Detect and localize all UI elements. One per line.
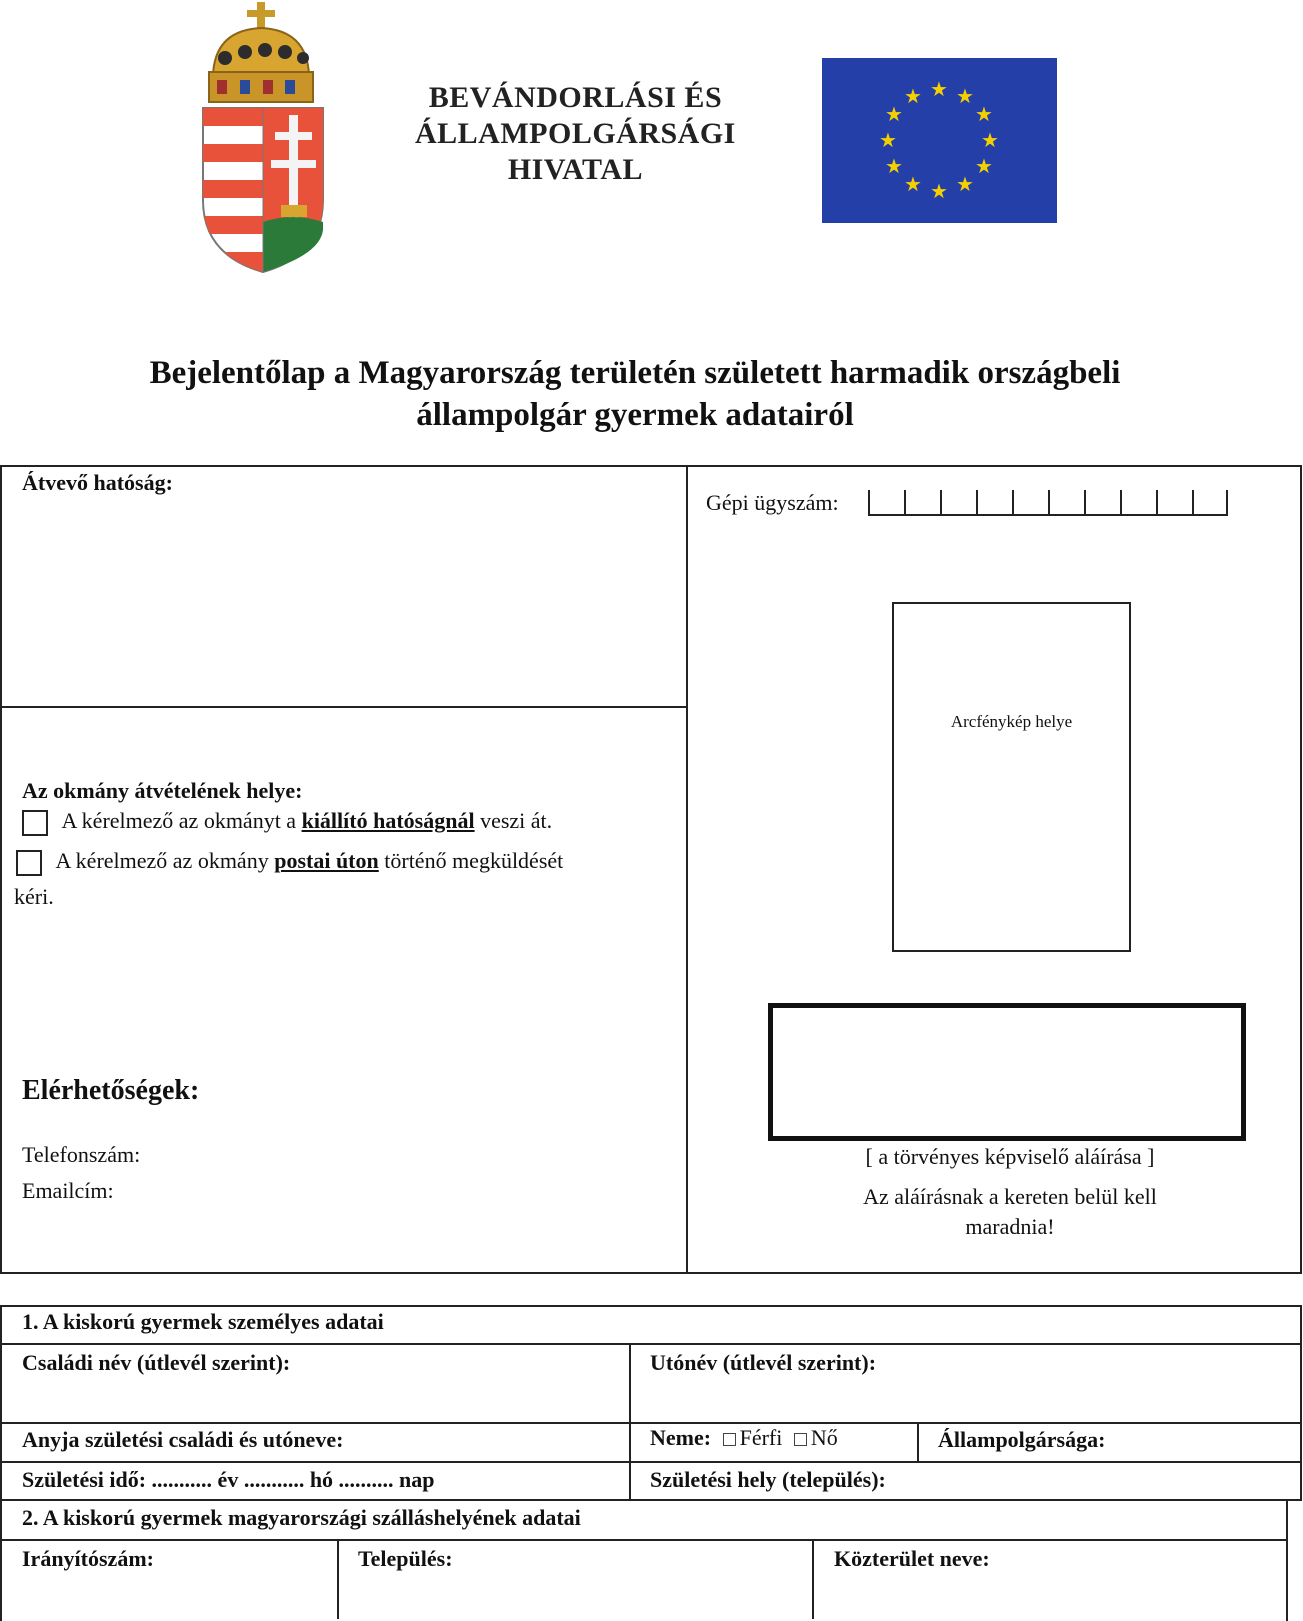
section1-heading: 1. A kiskorú gyermek személyes adatai — [22, 1309, 384, 1334]
form-title-line2: állampolgár gyermek adatairól — [416, 397, 854, 433]
pickup-option2-bold: postai úton — [274, 848, 379, 873]
given-name-field[interactable] — [636, 1378, 1296, 1418]
case-number-digit-box[interactable] — [976, 490, 1012, 516]
postcode-label: Irányítószám: — [22, 1546, 154, 1571]
svg-text:★: ★ — [885, 102, 903, 126]
svg-text:★: ★ — [930, 77, 948, 101]
case-number-digit-box[interactable] — [1084, 490, 1120, 516]
phone-field[interactable] — [160, 1140, 660, 1168]
authority-divider — [0, 706, 688, 708]
citizenship-label: Állampolgársága: — [938, 1427, 1106, 1452]
agency-name-line1: BEVÁNDORLÁSI ÉS — [428, 81, 723, 114]
family-name-label: Családi név (útlevél szerint): — [22, 1350, 291, 1375]
signature-note-line1: Az aláírásnak a kereten belül kell — [863, 1184, 1157, 1209]
section1-col-divider — [629, 1343, 631, 1501]
phone-label: Telefonszám: — [22, 1142, 141, 1167]
mother-name-label: Anyja születési családi és utóneve: — [22, 1427, 344, 1452]
svg-text:★: ★ — [981, 128, 999, 152]
gender-label: Neme: — [650, 1425, 712, 1450]
svg-text:★: ★ — [975, 154, 993, 178]
case-number-digit-box[interactable] — [1048, 490, 1084, 516]
case-number-digit-box[interactable] — [868, 490, 904, 516]
hungarian-coat-of-arms-icon — [195, 0, 335, 275]
section1-row-divider — [0, 1343, 1302, 1345]
receiving-authority-field[interactable] — [6, 505, 678, 700]
signature-box[interactable] — [768, 1003, 1246, 1141]
photo-placeholder[interactable] — [892, 602, 1131, 952]
settlement-label: Település: — [358, 1546, 453, 1571]
agency-name-line2: ÁLLAMPOLGÁRSÁGI — [415, 117, 736, 150]
case-number-digit-box[interactable] — [940, 490, 976, 516]
case-number-digit-box[interactable] — [1012, 490, 1048, 516]
case-number-digit-box[interactable] — [1156, 490, 1192, 516]
section1-row-divider — [0, 1461, 1302, 1463]
gender-female-checkbox[interactable] — [794, 1433, 807, 1446]
pickup-post-checkbox[interactable] — [16, 850, 42, 876]
pickup-option2-text: A kérelmező az okmány — [55, 848, 269, 873]
case-number-digit-box[interactable] — [904, 490, 940, 516]
svg-text:★: ★ — [956, 84, 974, 108]
pickup-option2-end: történő megküldését — [384, 848, 564, 873]
case-number-label: Gépi ügyszám: — [706, 490, 839, 515]
case-number-field[interactable] — [868, 490, 1228, 518]
top-section-divider-vertical — [686, 465, 688, 1274]
email-label: Emailcím: — [22, 1178, 114, 1203]
svg-text:★: ★ — [879, 128, 897, 152]
pickup-option1-text: A kérelmező az okmányt a — [61, 808, 297, 833]
receiving-authority-label: Átvevő hatóság: — [22, 470, 173, 495]
section2-heading: 2. A kiskorú gyermek magyarországi szálláshelyének adatai — [22, 1505, 581, 1530]
svg-text:★: ★ — [904, 172, 922, 196]
svg-text:★: ★ — [930, 179, 948, 203]
pickup-option1-bold: kiállító hatóságnál — [301, 808, 475, 833]
section1-col-divider — [917, 1422, 919, 1462]
gender-female-label: Nő — [810, 1425, 838, 1450]
pickup-option2-continuation: kéri. — [14, 884, 54, 909]
birth-place-label: Születési hely (település): — [650, 1467, 886, 1492]
agency-name — [415, 80, 736, 188]
agency-name-line3: HIVATAL — [507, 153, 644, 186]
signature-note — [690, 1182, 1303, 1242]
case-number-digit-box[interactable] — [1192, 490, 1228, 516]
pickup-heading: Az okmány átvételének helye: — [22, 778, 303, 803]
svg-text:★: ★ — [904, 84, 922, 108]
svg-text:★: ★ — [956, 172, 974, 196]
gender-male-label: Férfi — [739, 1425, 783, 1450]
given-name-label: Utónév (útlevél szerint): — [650, 1350, 877, 1375]
birth-date-label: Születési idő: ........... év ........... hó .......... nap — [22, 1467, 435, 1492]
case-number-digit-box[interactable] — [1120, 490, 1156, 516]
section2-col-divider — [812, 1539, 814, 1619]
signature-caption: [ a törvényes képviselő aláírása ] — [865, 1144, 1155, 1169]
svg-text:★: ★ — [885, 154, 903, 178]
photo-placeholder-label: Arcfénykép helye — [950, 712, 1073, 731]
form-title — [60, 352, 1210, 436]
section2-col-divider — [337, 1539, 339, 1619]
section2-row-divider — [0, 1539, 1288, 1541]
form-title-line1: Bejelentőlap a Magyarország területén született harmadik országbeli — [149, 355, 1121, 391]
svg-text:★: ★ — [975, 102, 993, 126]
street-label: Közterület neve: — [834, 1546, 990, 1571]
family-name-field[interactable] — [6, 1378, 622, 1418]
gender-field — [650, 1425, 838, 1451]
eu-flag-icon — [822, 58, 1057, 223]
signature-note-line2: maradnia! — [965, 1214, 1055, 1239]
email-field[interactable] — [120, 1176, 660, 1204]
pickup-option1-end: veszi át. — [480, 808, 553, 833]
pickup-authority-checkbox[interactable] — [22, 810, 48, 836]
pickup-option-post — [16, 848, 563, 876]
gender-male-checkbox[interactable] — [723, 1433, 736, 1446]
pickup-option-authority — [22, 808, 552, 836]
contacts-heading: Elérhetőségek: — [22, 1075, 200, 1106]
section1-row-divider — [0, 1422, 1302, 1424]
